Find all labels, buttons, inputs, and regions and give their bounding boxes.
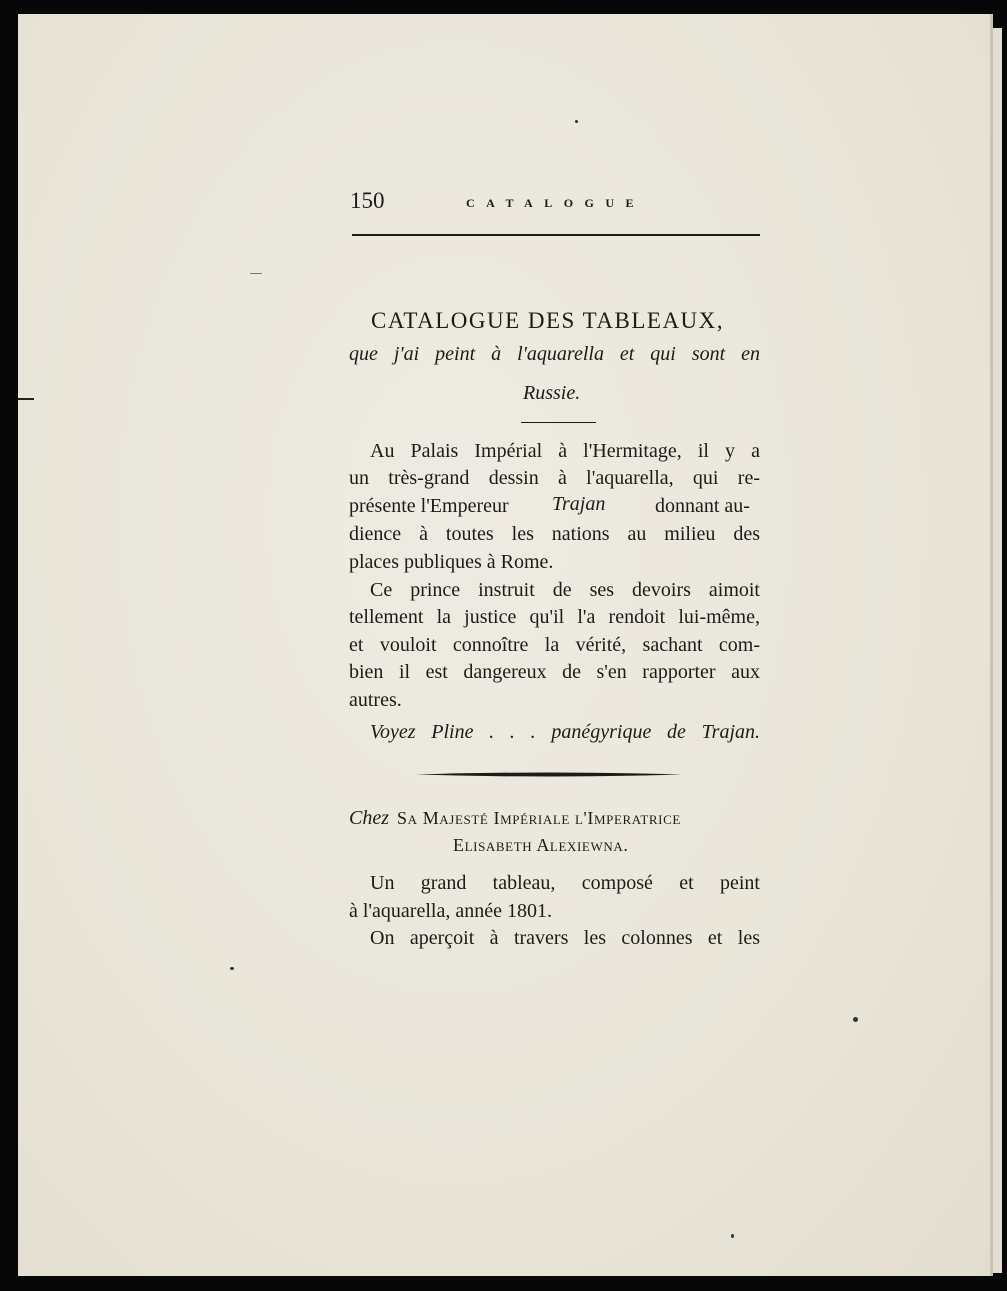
- paragraph-line: autres.: [349, 689, 402, 711]
- paper-speck: [230, 967, 234, 970]
- running-title: CATALOGUE: [466, 196, 646, 210]
- paragraph-line: à l'aquarella, année 1801.: [349, 900, 552, 922]
- catalogue-title: CATALOGUE DES TABLEAUX,: [371, 308, 725, 333]
- heading-chez: Chez: [349, 807, 389, 829]
- paragraph-line: donnant au-: [655, 495, 750, 517]
- paper-speck: [250, 273, 262, 274]
- reference-line: Voyez Pline . . . panégyrique de Trajan.: [370, 721, 760, 743]
- paragraph-line: un très-grand dessin à l'aquarella, qui re-: [349, 467, 760, 489]
- decorative-swelled-rule: [416, 770, 682, 779]
- paragraph-line: Un grand tableau, composé et peint: [370, 872, 760, 894]
- header-rule: [352, 234, 760, 236]
- paper-speck: [575, 120, 578, 123]
- paragraph-line: présente l'Empereur: [349, 495, 509, 517]
- paragraph-line: Au Palais Impérial à l'Hermitage, il y a: [370, 440, 760, 462]
- page-number: 150: [350, 188, 385, 213]
- next-page-edge: [992, 28, 1002, 1273]
- section2-heading-line2: Elisabeth Alexiewna.: [453, 835, 629, 855]
- paragraph-line: On aperçoit à travers les colonnes et les: [370, 927, 760, 949]
- paragraph-line: dience à toutes les nations au milieu des: [349, 523, 760, 545]
- section2-heading-line1: [349, 807, 681, 830]
- heading-majesty: Sa Majesté Impériale l'Imperatrice: [397, 808, 681, 828]
- paper-speck: [18, 398, 34, 400]
- paragraph-line: places publiques à Rome.: [349, 551, 554, 573]
- paper-speck: [853, 1017, 858, 1022]
- title-short-rule: [521, 422, 596, 423]
- paper-speck: [731, 1234, 734, 1238]
- italic-name-trajan: Trajan: [552, 493, 606, 515]
- catalogue-subtitle-line1: que j'ai peint à l'aquarella et qui sont en: [349, 343, 760, 365]
- paragraph-line: tellement la justice qu'il l'a rendoit lui-même,: [349, 606, 760, 628]
- paragraph-line: Ce prince instruit de ses devoirs aimoit: [370, 579, 760, 601]
- paragraph-line: bien il est dangereux de s'en rapporter aux: [349, 661, 760, 683]
- catalogue-subtitle-line2: Russie.: [523, 382, 581, 404]
- paragraph-line: et vouloit connoître la vérité, sachant com-: [349, 634, 760, 656]
